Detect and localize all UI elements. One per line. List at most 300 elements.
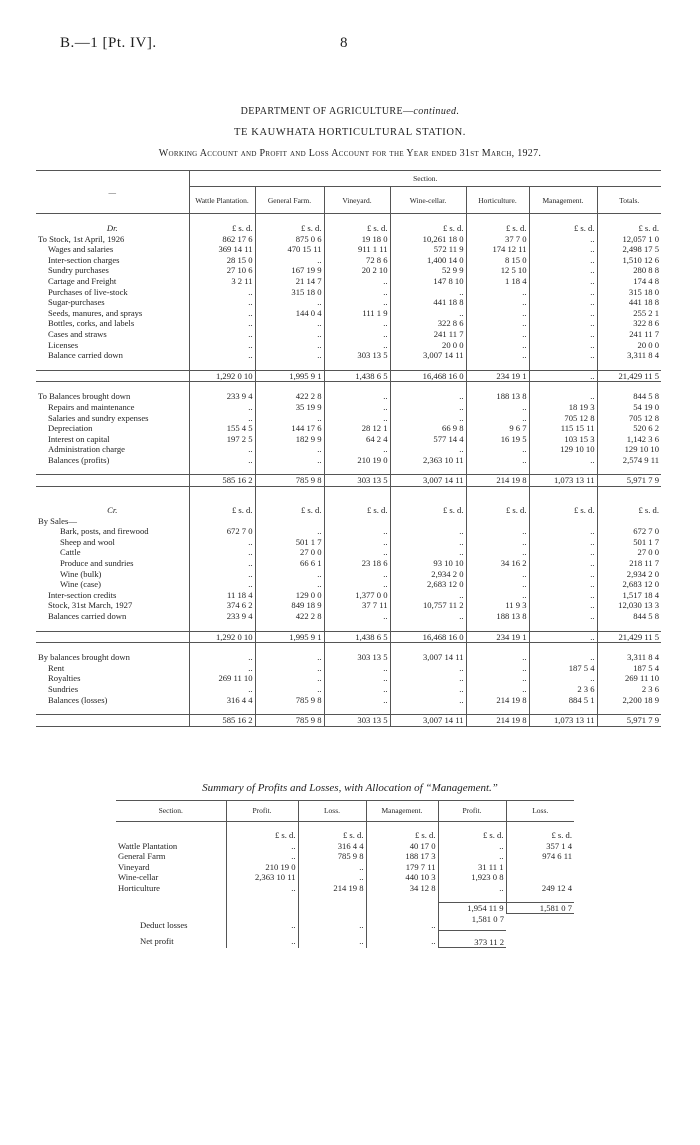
table-row bbox=[36, 276, 661, 287]
total-cell: 234 19 1 bbox=[466, 631, 529, 643]
amount-cell: 155 4 5 bbox=[189, 423, 255, 434]
summary-row bbox=[116, 841, 574, 852]
summary-amount: 188 17 3 bbox=[366, 851, 438, 862]
department-continued: continued. bbox=[413, 106, 460, 117]
summary-amount: 31 11 1 bbox=[438, 862, 506, 873]
currency-units: £ s. d. bbox=[466, 223, 529, 234]
amount-cell: .. bbox=[466, 308, 529, 319]
amount-cell: .. bbox=[324, 391, 390, 402]
currency-units: £ s. d. bbox=[189, 505, 255, 516]
summary-row-label: Horticulture bbox=[118, 882, 160, 893]
amount-cell: 3,007 14 11 bbox=[390, 652, 466, 663]
amount-cell: 705 12 8 bbox=[597, 413, 661, 424]
amount-cell: 115 15 11 bbox=[529, 423, 597, 434]
amount-cell: 52 9 9 bbox=[390, 265, 466, 276]
currency-units: £ s. d. bbox=[506, 830, 574, 841]
amount-cell: 27 10 6 bbox=[189, 265, 255, 276]
summary-table bbox=[116, 800, 574, 948]
row-label: Inter-section credits bbox=[48, 589, 117, 600]
amount-cell: 849 18 9 bbox=[255, 600, 324, 611]
currency-units: £ s. d. bbox=[324, 505, 390, 516]
page-number: 8 bbox=[340, 35, 348, 51]
amount-cell: .. bbox=[255, 444, 324, 455]
row-label: Rent bbox=[48, 662, 65, 673]
amount-cell: 182 9 9 bbox=[255, 434, 324, 445]
header-dash: — bbox=[108, 187, 116, 197]
amount-cell: 103 15 3 bbox=[529, 434, 597, 445]
currency-units: £ s. d. bbox=[189, 223, 255, 234]
summary-amount: 179 7 11 bbox=[366, 862, 438, 873]
amount-cell: .. bbox=[324, 547, 390, 558]
amount-cell: .. bbox=[529, 547, 597, 558]
currency-units: £ s. d. bbox=[255, 505, 324, 516]
amount-cell: .. bbox=[255, 663, 324, 674]
amount-cell: .. bbox=[324, 287, 390, 298]
table-row bbox=[36, 600, 661, 611]
total-cell: 785 9 8 bbox=[255, 475, 324, 487]
amount-cell: 3,311 8 4 bbox=[597, 350, 661, 361]
amount-cell: .. bbox=[324, 297, 390, 308]
currency-units: £ s. d. bbox=[597, 505, 661, 516]
units-row bbox=[36, 505, 661, 516]
amount-cell: 214 19 8 bbox=[466, 695, 529, 706]
amount-cell: .. bbox=[189, 455, 255, 466]
amount-cell: 862 17 6 bbox=[189, 234, 255, 245]
amount-cell: .. bbox=[529, 308, 597, 319]
summary-amount: .. bbox=[438, 841, 506, 852]
amount-cell: .. bbox=[189, 569, 255, 580]
subtotal-loss: 1,581 0 7 bbox=[506, 902, 574, 914]
amount-cell: .. bbox=[529, 244, 597, 255]
total-cell: 16,468 16 0 bbox=[390, 631, 466, 643]
amount-cell: 369 14 11 bbox=[189, 244, 255, 255]
amount-cell: .. bbox=[189, 340, 255, 351]
amount-cell: 2 3 6 bbox=[529, 684, 597, 695]
amount-cell: 672 7 0 bbox=[597, 526, 661, 537]
department-title bbox=[0, 106, 700, 117]
total-cell: 5,971 7 9 bbox=[597, 475, 661, 487]
summary-amount: 34 12 8 bbox=[366, 883, 438, 894]
summary-row-label: Vineyard bbox=[118, 861, 150, 872]
amount-cell: .. bbox=[324, 276, 390, 287]
amount-cell: 64 2 4 bbox=[324, 434, 390, 445]
currency-units: £ s. d. bbox=[529, 223, 597, 234]
total-cell: 1,995 9 1 bbox=[255, 370, 324, 382]
amount-cell: 280 8 8 bbox=[597, 265, 661, 276]
amount-cell: .. bbox=[390, 547, 466, 558]
amount-cell: .. bbox=[255, 350, 324, 361]
table-row bbox=[36, 652, 661, 663]
document-reference: B.—1 [Pt. IV]. bbox=[60, 35, 157, 51]
amount-cell: .. bbox=[390, 684, 466, 695]
row-label: Inter-section charges bbox=[48, 254, 120, 265]
amount-cell: 844 5 8 bbox=[597, 611, 661, 622]
summary-title: Summary of Profits and Losses, with Allocation of “Management.” bbox=[202, 782, 498, 794]
amount-cell: 27 0 0 bbox=[597, 547, 661, 558]
row-label: Cases and straws bbox=[48, 328, 107, 339]
amount-cell: 241 11 7 bbox=[390, 329, 466, 340]
summary-amount: .. bbox=[226, 883, 298, 894]
row-label: Depreciation bbox=[48, 423, 93, 434]
amount-cell: .. bbox=[466, 413, 529, 424]
amount-cell: .. bbox=[529, 287, 597, 298]
amount-cell: 16 19 5 bbox=[466, 434, 529, 445]
amount-cell: 129 0 0 bbox=[255, 590, 324, 601]
amount-cell: .. bbox=[529, 350, 597, 361]
amount-cell: .. bbox=[324, 579, 390, 590]
amount-cell: .. bbox=[255, 579, 324, 590]
amount-cell: .. bbox=[529, 276, 597, 287]
amount-cell: .. bbox=[466, 340, 529, 351]
amount-cell: .. bbox=[529, 265, 597, 276]
amount-cell: .. bbox=[529, 537, 597, 548]
amount-cell: 911 1 11 bbox=[324, 244, 390, 255]
row-label: Stock, 31st March, 1927 bbox=[48, 600, 133, 611]
amount-cell: .. bbox=[324, 569, 390, 580]
amount-cell: 28 15 0 bbox=[189, 255, 255, 266]
currency-units: £ s. d. bbox=[466, 505, 529, 516]
row-label: To Balances brought down bbox=[38, 391, 131, 402]
currency-units: £ s. d. bbox=[529, 505, 597, 516]
amount-cell: .. bbox=[390, 673, 466, 684]
amount-cell: .. bbox=[189, 413, 255, 424]
amount-cell: .. bbox=[255, 569, 324, 580]
table-row bbox=[36, 455, 661, 466]
amount-cell: .. bbox=[466, 684, 529, 695]
summary-row bbox=[116, 862, 574, 873]
total-row bbox=[36, 370, 661, 382]
amount-cell: 174 4 8 bbox=[597, 276, 661, 287]
amount-cell: 72 8 6 bbox=[324, 255, 390, 266]
row-label: Sheep and wool bbox=[60, 536, 115, 547]
total-row bbox=[36, 715, 661, 727]
amount-cell: 577 14 4 bbox=[390, 434, 466, 445]
currency-units: £ s. d. bbox=[226, 830, 298, 841]
amount-cell: .. bbox=[529, 569, 597, 580]
amount-cell: .. bbox=[529, 329, 597, 340]
amount-cell: 3 2 11 bbox=[189, 276, 255, 287]
row-label: To Stock, 1st April, 1926 bbox=[38, 233, 125, 244]
currency-units: £ s. d. bbox=[324, 223, 390, 234]
currency-units: £ s. d. bbox=[298, 830, 366, 841]
row-label: Wine (case) bbox=[60, 579, 101, 590]
row-label: Wine (bulk) bbox=[60, 568, 102, 579]
amount-cell: 20 0 0 bbox=[390, 340, 466, 351]
amount-cell: .. bbox=[390, 391, 466, 402]
table-row bbox=[36, 516, 661, 527]
total-cell: 1,438 6 5 bbox=[324, 631, 390, 643]
amount-cell: .. bbox=[189, 329, 255, 340]
total-cell: 585 16 2 bbox=[189, 715, 255, 727]
amount-cell: .. bbox=[255, 526, 324, 537]
table-row bbox=[36, 391, 661, 402]
amount-cell: .. bbox=[324, 329, 390, 340]
amount-cell: 422 2 8 bbox=[255, 391, 324, 402]
summary-column-header: Profit. bbox=[226, 801, 298, 822]
amount-cell: 111 1 9 bbox=[324, 308, 390, 319]
table-row bbox=[36, 255, 661, 266]
table-row bbox=[36, 297, 661, 308]
summary-amount: 2,363 10 11 bbox=[226, 872, 298, 883]
label-column-header bbox=[36, 171, 189, 214]
amount-cell: .. bbox=[324, 663, 390, 674]
amount-cell: .. bbox=[189, 308, 255, 319]
amount-cell: 27 0 0 bbox=[255, 547, 324, 558]
total-row bbox=[36, 631, 661, 643]
summary-row-label: Wine-cellar bbox=[118, 872, 159, 883]
units-row bbox=[36, 223, 661, 234]
total-cell: 1,073 13 11 bbox=[529, 715, 597, 727]
row-label: Cattle bbox=[60, 547, 81, 558]
amount-cell: .. bbox=[390, 537, 466, 548]
amount-cell: .. bbox=[466, 402, 529, 413]
amount-cell: 8 15 0 bbox=[466, 255, 529, 266]
amount-cell: .. bbox=[255, 413, 324, 424]
summary-amount: 249 12 4 bbox=[506, 883, 574, 894]
row-label: Sundries bbox=[48, 683, 79, 694]
amount-cell: 21 14 7 bbox=[255, 276, 324, 287]
row-label: Sundry purchases bbox=[48, 265, 109, 276]
amount-cell: 303 13 5 bbox=[324, 652, 390, 663]
amount-cell: 1,377 0 0 bbox=[324, 590, 390, 601]
row-label: Interest on capital bbox=[48, 433, 110, 444]
amount-cell: 218 11 7 bbox=[597, 558, 661, 569]
summary-amount: .. bbox=[298, 872, 366, 883]
total-cell: 785 9 8 bbox=[255, 715, 324, 727]
amount-cell: .. bbox=[324, 526, 390, 537]
amount-cell: .. bbox=[189, 350, 255, 361]
by-sales-label: By Sales— bbox=[38, 515, 77, 526]
summary-row bbox=[116, 851, 574, 862]
table-row bbox=[36, 569, 661, 580]
amount-cell: .. bbox=[390, 611, 466, 622]
amount-cell: 20 0 0 bbox=[597, 340, 661, 351]
total-cell: 214 19 8 bbox=[466, 715, 529, 727]
amount-cell: 1,142 3 6 bbox=[597, 434, 661, 445]
amount-cell: .. bbox=[189, 297, 255, 308]
summary-amount bbox=[506, 872, 574, 883]
amount-cell: 875 0 6 bbox=[255, 234, 324, 245]
amount-cell: 129 10 10 bbox=[597, 444, 661, 455]
amount-cell: 93 10 10 bbox=[390, 558, 466, 569]
amount-cell: 233 9 4 bbox=[189, 611, 255, 622]
deduct-value: 1,581 0 7 bbox=[438, 914, 506, 931]
amount-cell: .. bbox=[324, 340, 390, 351]
row-label: Seeds, manures, and sprays bbox=[48, 307, 143, 318]
currency-units: £ s. d. bbox=[390, 505, 466, 516]
section-header: Section. bbox=[189, 171, 661, 187]
amount-cell: .. bbox=[466, 673, 529, 684]
station-title: TE KAUWHATA HORTICULTURAL STATION. bbox=[234, 127, 466, 138]
summary-column-header: Profit. bbox=[438, 801, 506, 822]
amount-cell: 37 7 11 bbox=[324, 600, 390, 611]
summary-units-row bbox=[116, 830, 574, 841]
amount-cell: .. bbox=[466, 350, 529, 361]
amount-cell: .. bbox=[466, 297, 529, 308]
row-label: Balance carried down bbox=[48, 350, 123, 361]
amount-cell: 2,934 2 0 bbox=[390, 569, 466, 580]
amount-cell: 34 16 2 bbox=[466, 558, 529, 569]
row-label: Administration charge bbox=[48, 444, 125, 455]
amount-cell: .. bbox=[189, 652, 255, 663]
amount-cell: 147 8 10 bbox=[390, 276, 466, 287]
amount-cell: .. bbox=[390, 590, 466, 601]
currency-units: £ s. d. bbox=[366, 830, 438, 841]
summary-amount: .. bbox=[226, 851, 298, 862]
table-row bbox=[36, 265, 661, 276]
amount-cell: 1,517 18 4 bbox=[597, 590, 661, 601]
subtotal-profit: 1,954 11 9 bbox=[438, 902, 506, 914]
amount-cell: 174 12 11 bbox=[466, 244, 529, 255]
total-cell: 585 16 2 bbox=[189, 475, 255, 487]
amount-cell: 23 18 6 bbox=[324, 558, 390, 569]
summary-column-header: Section. bbox=[116, 801, 226, 822]
row-label: Sugar-purchases bbox=[48, 297, 105, 308]
deduct-row: Deduct losses .. .. .. 1,581 0 7 bbox=[116, 914, 574, 931]
table-row bbox=[36, 413, 661, 424]
amount-cell: .. bbox=[255, 673, 324, 684]
summary-row bbox=[116, 883, 574, 894]
amount-cell: 303 13 5 bbox=[324, 350, 390, 361]
amount-cell: 374 6 2 bbox=[189, 600, 255, 611]
amount-cell: 255 2 1 bbox=[597, 308, 661, 319]
column-header: Totals. bbox=[597, 187, 661, 214]
working-account-table bbox=[36, 170, 661, 727]
amount-cell: .. bbox=[189, 684, 255, 695]
summary-column-header: Loss. bbox=[506, 801, 574, 822]
amount-cell: .. bbox=[189, 547, 255, 558]
table-row bbox=[36, 234, 661, 245]
currency-units: £ s. d. bbox=[597, 223, 661, 234]
amount-cell: .. bbox=[529, 455, 597, 466]
amount-cell: .. bbox=[529, 297, 597, 308]
amount-cell: .. bbox=[529, 234, 597, 245]
amount-cell: .. bbox=[390, 663, 466, 674]
amount-cell: .. bbox=[255, 684, 324, 695]
amount-cell: .. bbox=[324, 318, 390, 329]
amount-cell: 501 1 7 bbox=[255, 537, 324, 548]
amount-cell: 10,757 11 2 bbox=[390, 600, 466, 611]
table-row bbox=[36, 537, 661, 548]
row-label: Bottles, corks, and labels bbox=[48, 318, 135, 329]
amount-cell: 470 15 11 bbox=[255, 244, 324, 255]
table-row bbox=[36, 526, 661, 537]
amount-cell: .. bbox=[189, 579, 255, 590]
total-cell: 21,429 11 5 bbox=[597, 370, 661, 382]
table-row bbox=[36, 590, 661, 601]
amount-cell: 2,574 9 11 bbox=[597, 455, 661, 466]
net-profit-label: Net profit bbox=[140, 936, 174, 947]
summary-amount bbox=[506, 862, 574, 873]
total-cell: 3,007 14 11 bbox=[390, 715, 466, 727]
amount-cell: 12,030 13 3 bbox=[597, 600, 661, 611]
amount-cell: 422 2 8 bbox=[255, 611, 324, 622]
amount-cell: 187 5 4 bbox=[597, 663, 661, 674]
total-cell: 3,007 14 11 bbox=[390, 475, 466, 487]
summary-amount: 40 17 0 bbox=[366, 841, 438, 852]
row-label: Balances carried down bbox=[48, 611, 127, 621]
amount-cell: 2,200 18 9 bbox=[597, 695, 661, 706]
amount-cell: .. bbox=[255, 329, 324, 340]
account-title: Working Account and Profit and Loss Account for the Year ended 31st March, 1927. bbox=[158, 148, 542, 159]
amount-cell: 705 12 8 bbox=[529, 413, 597, 424]
table-row bbox=[36, 547, 661, 558]
summary-column-header: Management. bbox=[366, 801, 438, 822]
summary-amount: .. bbox=[226, 841, 298, 852]
amount-cell: .. bbox=[255, 340, 324, 351]
table-row bbox=[36, 244, 661, 255]
amount-cell: 501 1 7 bbox=[597, 537, 661, 548]
row-label: Produce and sundries bbox=[60, 558, 134, 569]
summary-amount: 214 19 8 bbox=[298, 883, 366, 894]
row-label: Cartage and Freight bbox=[48, 275, 117, 286]
amount-cell: 12,057 1 0 bbox=[597, 234, 661, 245]
total-cell: 303 13 5 bbox=[324, 715, 390, 727]
column-header: Horticulture. bbox=[466, 187, 529, 214]
amount-cell: .. bbox=[390, 308, 466, 319]
total-cell: 1,292 0 10 bbox=[189, 631, 255, 643]
total-cell: 1,292 0 10 bbox=[189, 370, 255, 382]
amount-cell: 144 17 6 bbox=[255, 423, 324, 434]
amount-cell: 11 18 4 bbox=[189, 590, 255, 601]
total-cell: 21,429 11 5 bbox=[597, 631, 661, 643]
amount-cell: 66 9 8 bbox=[390, 423, 466, 434]
summary-amount: .. bbox=[438, 883, 506, 894]
amount-cell: .. bbox=[390, 287, 466, 298]
amount-cell: 3,007 14 11 bbox=[390, 350, 466, 361]
amount-cell: 520 6 2 bbox=[597, 423, 661, 434]
total-cell: 234 19 1 bbox=[466, 370, 529, 382]
table-row bbox=[36, 673, 661, 684]
amount-cell: .. bbox=[529, 590, 597, 601]
amount-cell: .. bbox=[466, 569, 529, 580]
amount-cell: 2,683 12 0 bbox=[597, 579, 661, 590]
amount-cell: 1,400 14 0 bbox=[390, 255, 466, 266]
row-label: Salaries and sundry expenses bbox=[48, 412, 149, 423]
amount-cell: 269 11 10 bbox=[597, 673, 661, 684]
amount-cell: 2,498 17 5 bbox=[597, 244, 661, 255]
amount-cell: .. bbox=[255, 652, 324, 663]
amount-cell: .. bbox=[529, 255, 597, 266]
table-row bbox=[36, 350, 661, 361]
amount-cell: .. bbox=[529, 579, 597, 590]
summary-amount: 357 1 4 bbox=[506, 841, 574, 852]
amount-cell: .. bbox=[255, 255, 324, 266]
amount-cell: .. bbox=[324, 695, 390, 706]
currency-units: £ s. d. bbox=[255, 223, 324, 234]
amount-cell: .. bbox=[255, 455, 324, 466]
amount-cell: 1,510 12 6 bbox=[597, 255, 661, 266]
table-row bbox=[36, 558, 661, 569]
deduct-label: Deduct losses bbox=[140, 919, 188, 930]
amount-cell: .. bbox=[466, 329, 529, 340]
summary-amount: 1,923 0 8 bbox=[438, 872, 506, 883]
amount-cell: .. bbox=[529, 600, 597, 611]
amount-cell: 188 13 8 bbox=[466, 611, 529, 622]
total-cell: 1,438 6 5 bbox=[324, 370, 390, 382]
amount-cell: .. bbox=[466, 663, 529, 674]
side-label: Dr. bbox=[106, 223, 118, 233]
summary-row-label: Wattle Plantation bbox=[118, 840, 178, 851]
amount-cell: .. bbox=[390, 526, 466, 537]
amount-cell: .. bbox=[466, 547, 529, 558]
amount-cell: 66 6 1 bbox=[255, 558, 324, 569]
amount-cell: 2,363 10 11 bbox=[390, 455, 466, 466]
total-cell: .. bbox=[529, 370, 597, 382]
table-row bbox=[36, 695, 661, 706]
amount-cell: 197 2 5 bbox=[189, 434, 255, 445]
amount-cell: .. bbox=[324, 673, 390, 684]
